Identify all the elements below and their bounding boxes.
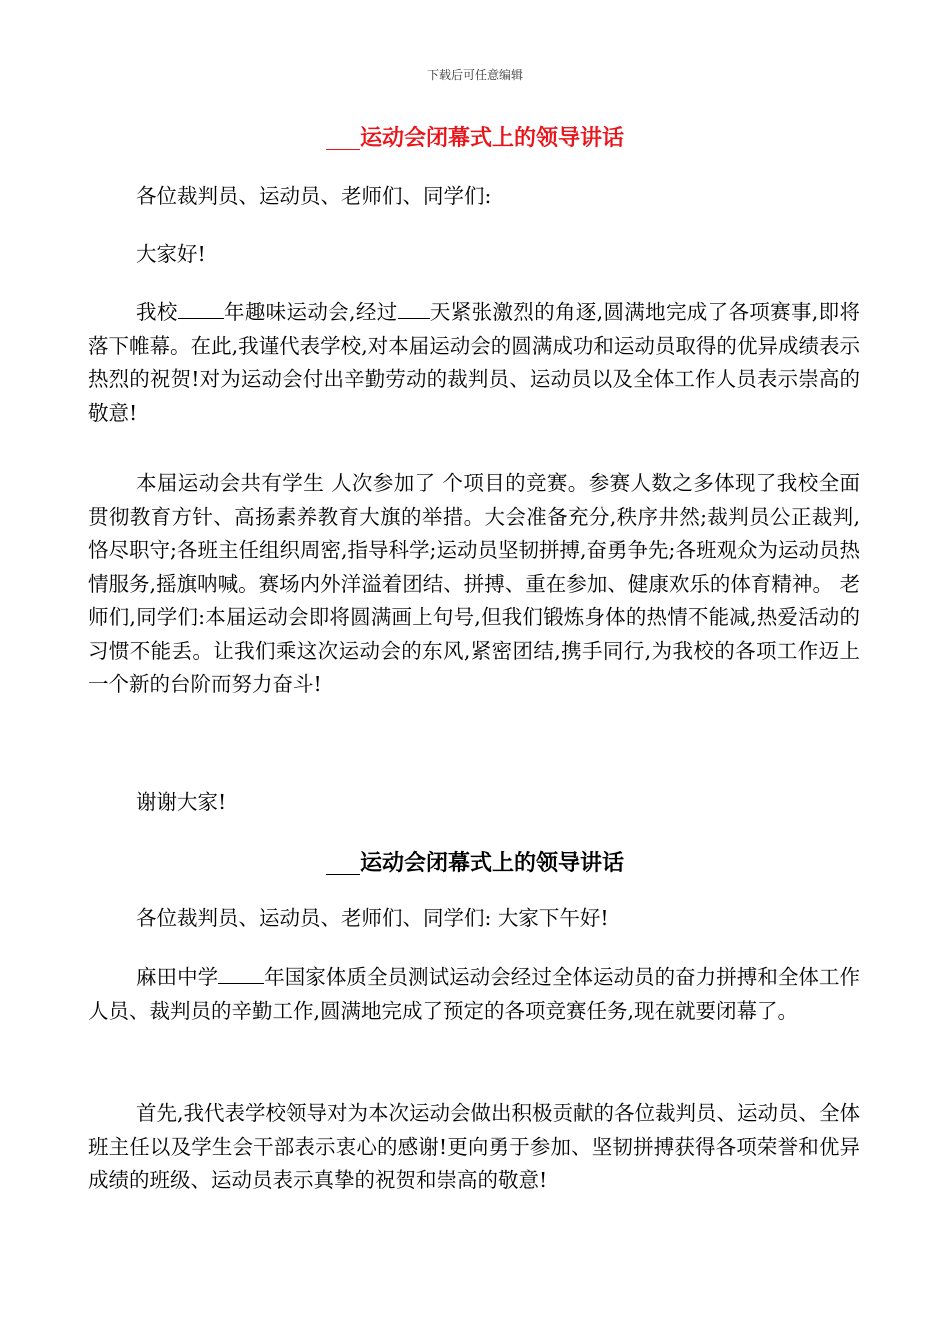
section1-hello: 大家好! <box>136 242 206 266</box>
p1-part-c: 天紧张激烈的角逐,圆满地完成了各项赛事,即将落下帷幕。在此,我谨代表学校,对本届运动会的圆满成功和运动员取得的优异成绩表示热烈的祝贺!对为运动会付出辛勤劳动的裁判员、运动员以及全体工作人员表示崇高的敬意! <box>88 300 860 425</box>
section1-thanks: 谢谢大家! <box>136 790 227 814</box>
section2-paragraph-2: 首先,我代表学校领导对为本次运动会做出积极贡献的各位裁判员、运动员、全体班主任以及学生会干部表示衷心的感谢!更向勇于参加、坚韧拼搏获得各项荣誉和优异成绩的班级、运动员表示真挚的祝贺和崇高的敬意! <box>88 1101 861 1192</box>
title-blank-2 <box>326 852 360 875</box>
p1-part-a: 我校 <box>136 300 178 324</box>
section1-title <box>0 121 950 152</box>
section1-title-text: 运动会闭幕式上的领导讲话 <box>359 125 624 151</box>
year-blank <box>178 298 224 319</box>
s2-p1-part-b: 年国家体质全员测试运动会经过全体运动员的奋力拼搏和全体工作人员、裁判员的辛勤工作,圆满地完成了预定的各项竞赛任务,现在就要闭幕了。 <box>88 965 861 1023</box>
title-blank <box>326 127 360 150</box>
section2-title <box>0 846 950 877</box>
section2-title-text: 运动会闭幕式上的领导讲话 <box>359 850 624 876</box>
s2-year-blank <box>218 963 264 984</box>
section2-greeting: 各位裁判员、运动员、老师们、同学们: 大家下午好! <box>136 906 609 930</box>
p1-part-b: 年趣味运动会,经过 <box>223 300 398 324</box>
days-blank <box>398 298 430 319</box>
s2-p1-part-a: 麻田中学 <box>136 965 219 989</box>
section1-paragraph-1 <box>88 296 860 430</box>
section1-greeting: 各位裁判员、运动员、老师们、同学们: <box>136 184 492 208</box>
header-note: 下载后可任意编辑 <box>426 68 523 82</box>
section1-paragraph-2: 本届运动会共有学生 人次参加了 个项目的竞赛。参赛人数之多体现了我校全面贯彻教育方针、高扬素养教育大旗的举措。大会准备充分,秩序井然;裁判员公正裁判,恪尽职守;各班主任组织周密,指导科学;运动员坚韧拼搏,奋勇争先;各班观众为运动员热情服务,摇旗呐喊。赛场内外洋溢着团结、拼搏、重在参加、健康欢乐的体育精神。 老师们,同学们:本届运动会即将圆满画上句号,但我们锻炼身体的热情不能减,热爱活动的习惯不能丢。让我们乘这次运动会的东风,紧密团结,携手同行,为我校的各项工作迈上一个新的台阶而努力奋斗! <box>88 471 860 696</box>
section2-paragraph-1 <box>88 961 860 1028</box>
